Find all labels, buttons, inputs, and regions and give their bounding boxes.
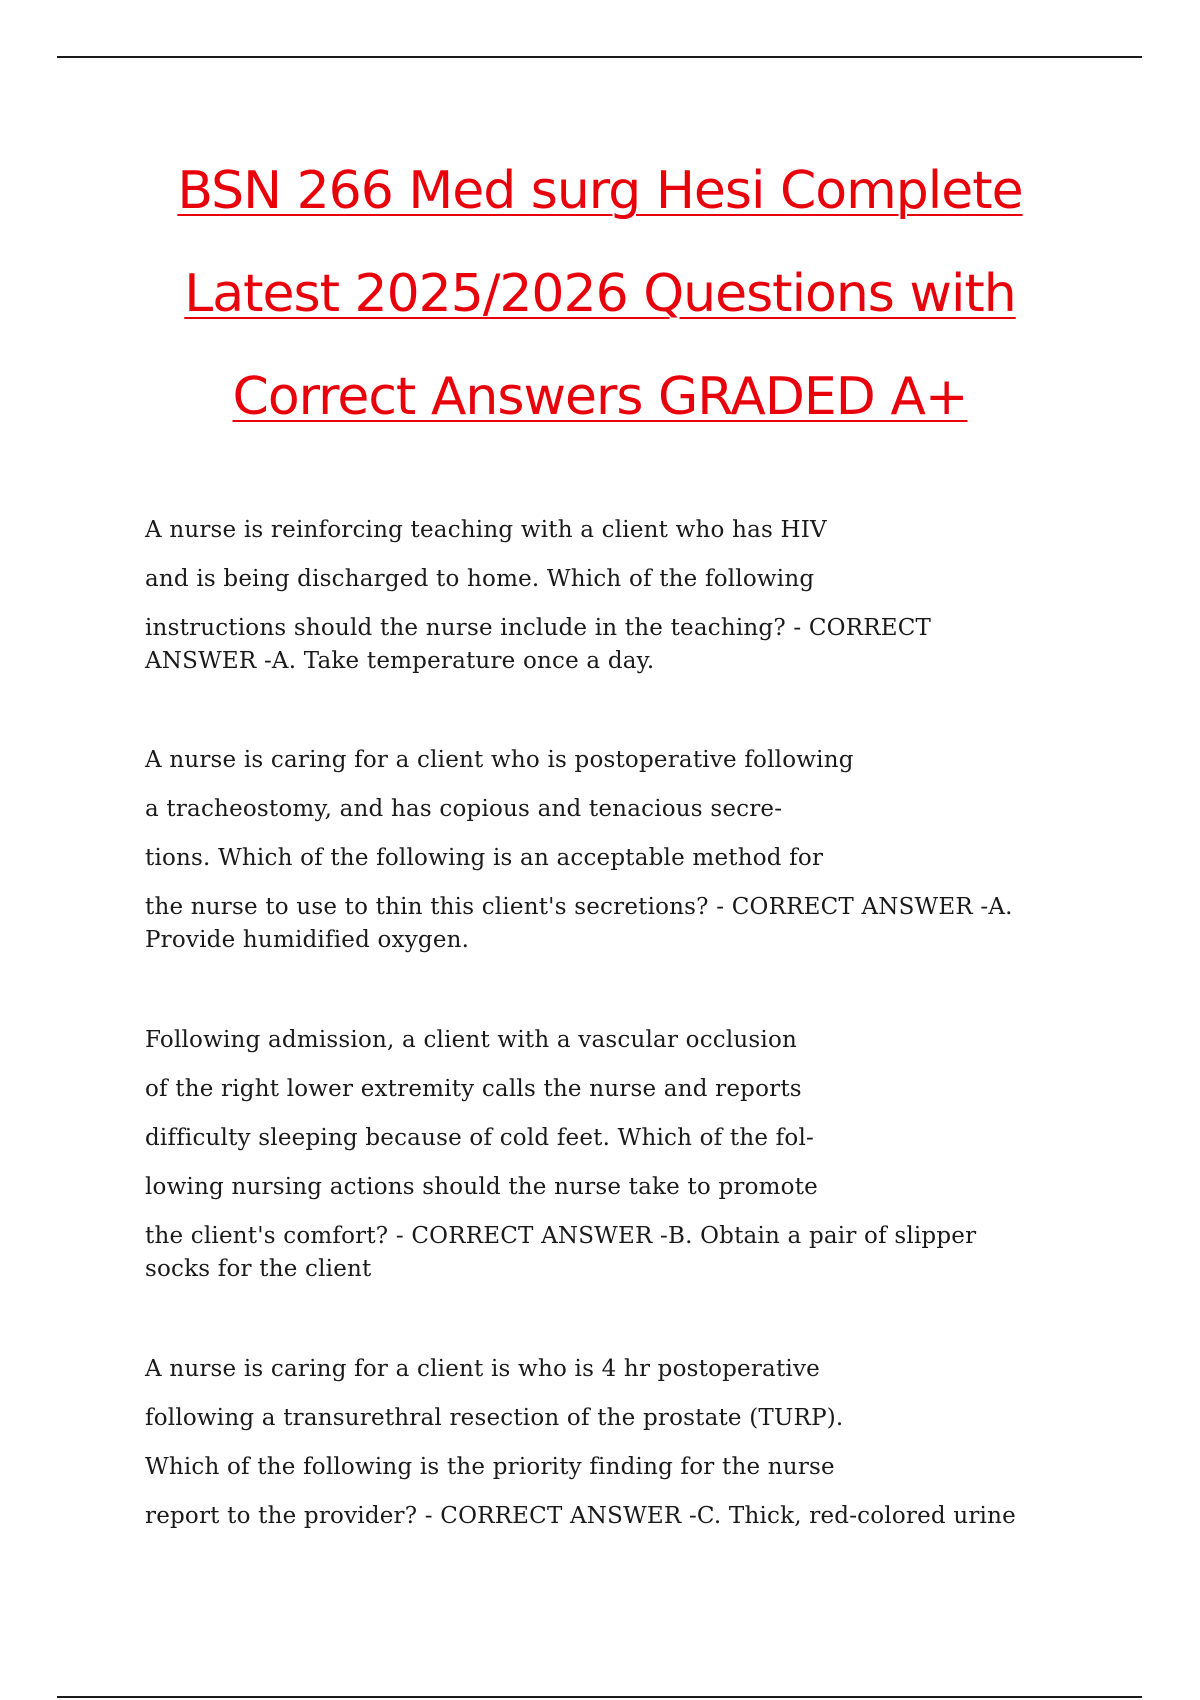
qa-text-line: of the right lower extremity calls the nurse and reports [145,1076,802,1102]
qa-text-line: and is being discharged to home. Which of the following [145,566,815,592]
document-title [100,140,1100,449]
qa-text-line: Following admission, a client with a vascular occlusion [145,1027,798,1053]
qa-text-line: report to the provider? - CORRECT ANSWER -C. Thick, red-colored urine [145,1503,1016,1529]
qa-text-line: lowing nursing actions should the nurse take to promote [145,1174,818,1200]
qa-text-line: following a transurethral resection of the prostate (TURP). [145,1405,844,1431]
qa-answer-line: ANSWER -A. Take temperature once a day. [145,648,655,674]
qa-text-line: A nurse is reinforcing teaching with a client who has HIV [145,517,827,543]
title-line-3: Correct Answers GRADED A+ [232,367,968,427]
qa-text-line: instructions should the nurse include in the teaching? - CORRECT [145,615,932,641]
qa-item-2 [145,736,1065,957]
qa-text-line: A nurse is caring for a client who is postoperative following [145,747,854,773]
bottom-divider [57,1696,1142,1698]
title-line-2: Latest 2025/2026 Questions with [184,264,1016,324]
qa-text-line: A nurse is caring for a client is who is 4 hr postoperative [145,1356,820,1382]
qa-text-line: the nurse to use to thin this client's secretions? - CORRECT ANSWER -A. [145,894,1013,920]
qa-answer-line: Provide humidified oxygen. [145,927,470,953]
title-line-1: BSN 266 Med surg Hesi Complete [177,161,1023,221]
qa-text-line: difficulty sleeping because of cold feet. Which of the fol- [145,1125,814,1151]
qa-text-line: tions. Which of the following is an acceptable method for [145,845,824,871]
qa-text-line: Which of the following is the priority finding for the nurse [145,1454,835,1480]
qa-text-line: a tracheostomy, and has copious and tenacious secre- [145,796,783,822]
qa-answer-line: socks for the client [145,1256,372,1282]
qa-item-4 [145,1345,1065,1541]
top-divider [57,56,1142,58]
qa-item-1 [145,506,1065,678]
qa-item-3 [145,1016,1065,1286]
qa-text-line: the client's comfort? - CORRECT ANSWER -B. Obtain a pair of slipper [145,1223,977,1249]
